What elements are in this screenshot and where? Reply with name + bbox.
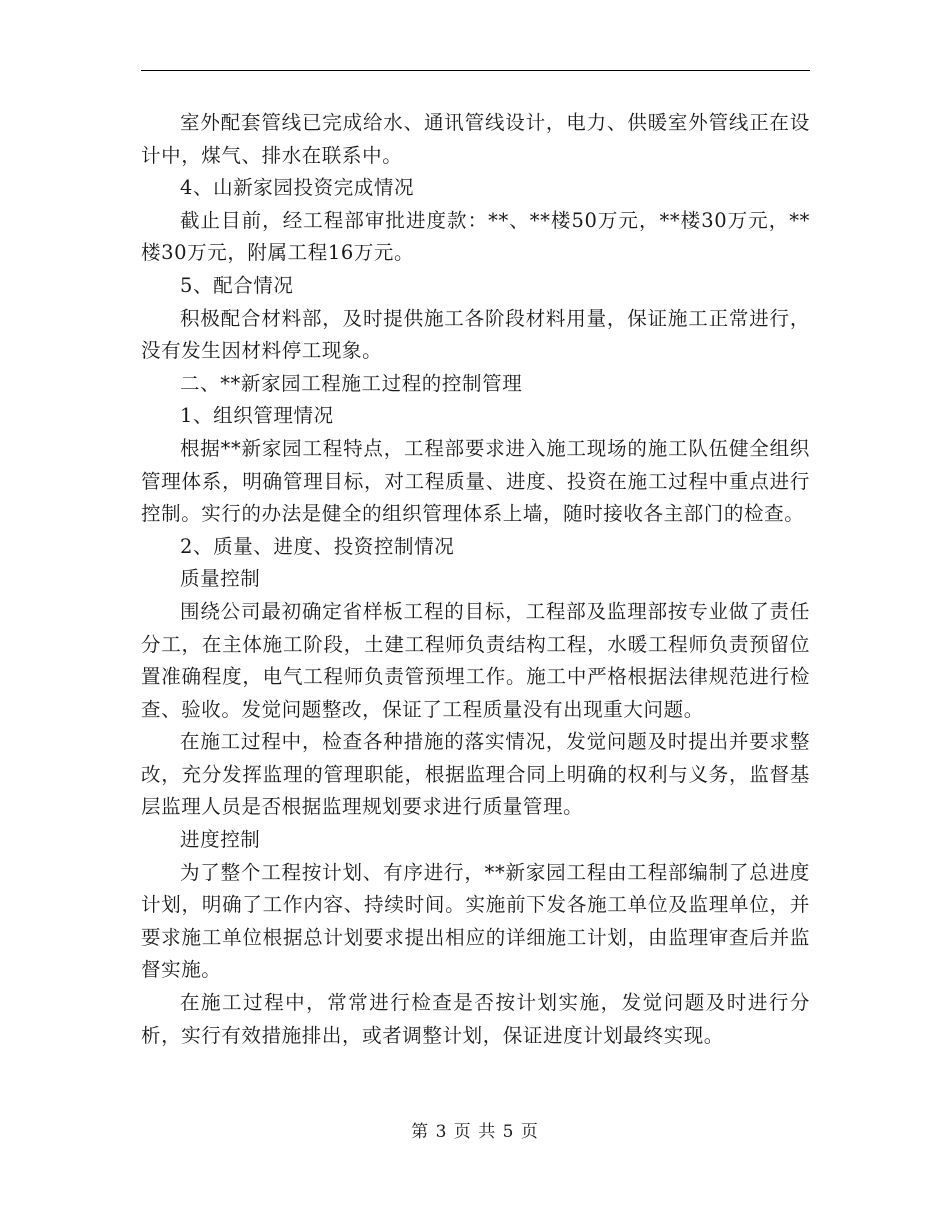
header-rule <box>141 70 810 71</box>
heading-section-two: 二、**新家园工程施工过程的控制管理 <box>180 371 523 395</box>
document-body <box>141 107 810 1052</box>
heading-quality-control: 质量控制 <box>180 567 261 591</box>
heading-investment-status: 4、山新家园投资完成情况 <box>180 176 415 200</box>
paragraph-quality-division: 围绕公司最初确定省样板工程的目标，工程部及监理部按专业做了责任分工，在主体施工阶段，土建工程师负责结构工程，水暖工程师负责预留位置准确程度，电气工程师负责管预埋工作。施工中严格根据法律规范进行检查、验收。发觉问题整改，保证了工程质量没有出现重大问题。 <box>141 599 810 721</box>
heading-organization-management: 1、组织管理情况 <box>180 404 334 428</box>
heading-control-status: 2、质量、进度、投资控制情况 <box>180 534 455 558</box>
paragraph-progress-check: 在施工过程中，常常进行检查是否按计划实施，发觉问题及时进行分析，实行有效措施排出，或者调整计划，保证进度计划最终实现。 <box>141 991 810 1047</box>
page-number: 第 3 页 共 5 页 <box>411 1122 539 1142</box>
heading-progress-control: 进度控制 <box>180 828 261 852</box>
paragraph-progress-payments: 截止目前，经工程部审批进度款：**、**楼50万元，**楼30万元，**楼30万元，附属工程16万元。 <box>141 208 810 265</box>
paragraph-progress-plan: 为了整个工程按计划、有序进行，**新家园工程由工程部编制了总进度计划，明确了工作内容、持续时间。实施前下发各施工单位及监理单位，并要求施工单位根据总计划要求提出相应的详细施工计划，由监理审查后并监督实施。 <box>141 860 810 982</box>
paragraph-quality-supervision: 在施工过程中，检查各种措施的落实情况，发觉问题及时提出并要求整改，充分发挥监理的管理职能，根据监理合同上明确的权利与义务，监督基层监理人员是否根据监理规划要求进行质量管理。 <box>141 730 810 819</box>
paragraph-organization-system: 根据**新家园工程特点，工程部要求进入施工现场的施工队伍健全组织管理体系，明确管理目标，对工程质量、进度、投资在施工过程中重点进行控制。实行的办法是健全的组织管理体系上墙，随时接收各主部门的检查。 <box>141 436 810 526</box>
paragraph-outdoor-pipelines: 室外配套管线已完成给水、通讯管线设计，电力、供暖室外管线正在设计中，煤气、排水在联系中。 <box>141 111 810 167</box>
paragraph-material-cooperation: 积极配合材料部，及时提供施工各阶段材料用量，保证施工正常进行，没有发生因材料停工现象。 <box>141 306 810 363</box>
heading-cooperation: 5、配合情况 <box>180 273 294 297</box>
